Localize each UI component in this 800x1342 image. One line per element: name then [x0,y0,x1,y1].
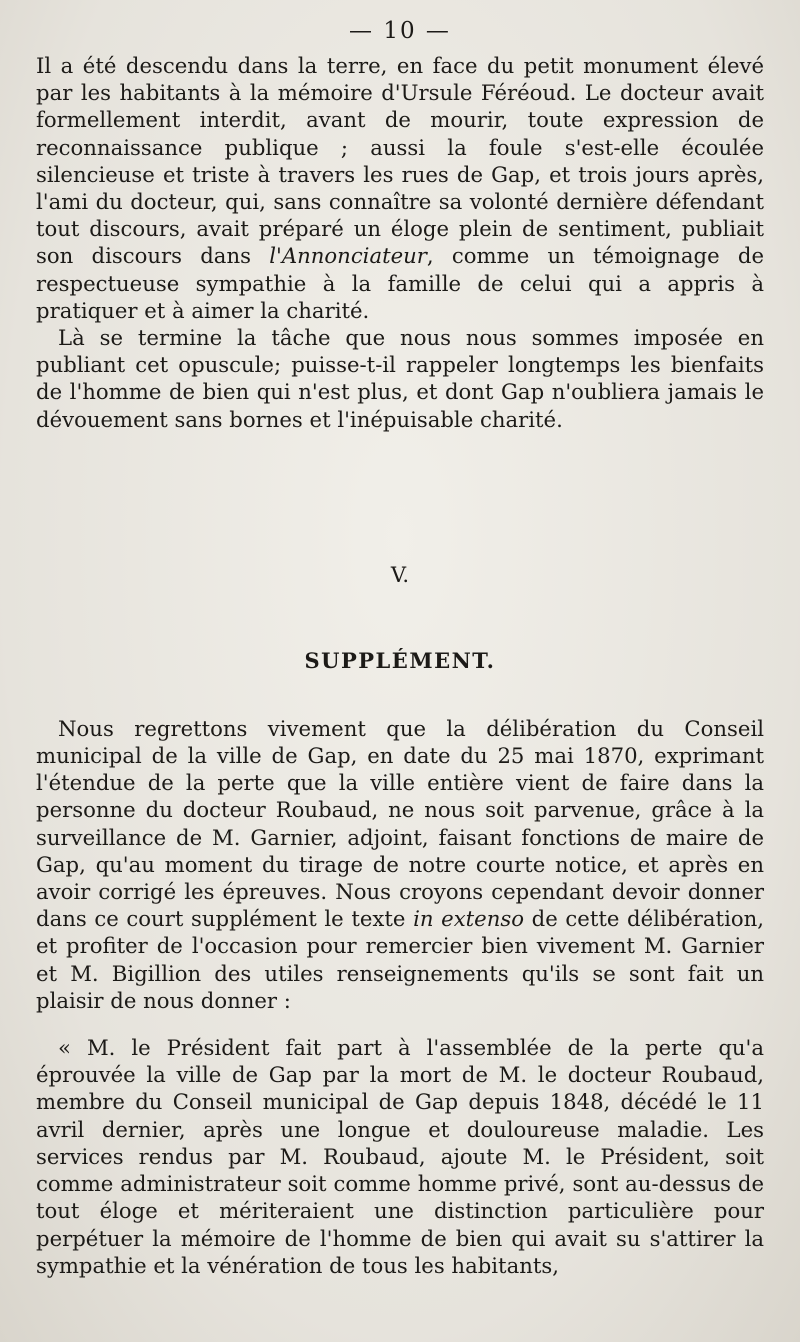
paragraph-funeral-end: , comme un témoignage de respectueuse sympathie à la famille de celui qui a appris à pratiquer et à aimer la charité. [36,243,764,323]
paragraph-deliberation: « M. le Président fait part à l'assemblée de la perte qu'a éprouvée la ville de Gap par la mort de M. le docteur Roubaud, membre du Conseil municipal de Gap depuis 1848, décédé le 11 avril dernier, après une longue et douloureuse maladie. Les services rendus par M. Roubaud, ajoute M. le Président, soit comme administrateur soit comme homme privé, sont au-dessus de tout éloge et mériteraient une distinction particulière pour perpétuer la mémoire de l'homme de bien qui avait su s'attirer la sympathie et la vénération de tous les habitants, [36,1035,764,1278]
section-gap [36,590,764,645]
paragraph-supplement-intro [36,715,764,1014]
latin-phrase: in extenso [413,906,524,932]
heading-gap [36,677,764,715]
quote-gap [36,1014,764,1034]
section-number: V. [390,562,410,587]
section-title: SUPPLÉMENT. [304,647,496,673]
supplement-intro-end: de cette délibération, et profiter de l'occasion pour remercier bien vivement M. Garnier et M. Bigillion des utiles renseignements qu'ils se sont fait un plaisir de nous donner : [36,906,764,1013]
paragraph-conclusion: Là se termine la tâche que nous nous sommes imposée en publiant cet opuscule; puisse-t-il rappeler longtemps les bienfaits de l'homme de bien qui n'est plus, et dont Gap n'oubliera jamais le dévouement sans bornes et l'inépuisable charité. [36,325,764,432]
newspaper-title: l'Annonciateur [269,243,427,269]
paragraph-funeral [36,52,764,324]
page-number: — 10 — [349,18,451,44]
supplement-intro-text: Nous regrettons vivement que la délibération du Conseil municipal de la ville de Gap, en date du 25 mai 1870, exprimant l'étendue de la perte que la ville entière vient de faire dans la personne du docteur Roubaud, ne nous soit parvenue, grâce à la surveillance de M. Garnier, adjoint, faisant fonctions de maire de Gap, qu'au moment du tirage de notre courte notice, et après en avoir corrigé les épreuves. Nous croyons cependant devoir donner dans ce court supplément le texte [36,715,764,932]
paragraph-funeral-text: Il a été descendu dans la terre, en face du petit monument élevé par les habitants à la mémoire d'Ursule Féréoud. Le docteur avait formellement interdit, avant de mourir, toute expression de reconnaissance publique ; aussi la foule s'est-elle écoulée silencieuse et triste à travers les rues de Gap, et trois jours après, l'ami du docteur, qui, sans connaître sa volonté dernière défendant tout discours, avait préparé un éloge plein de sentiment, publiait son discours dans [36,53,764,269]
bleed-through-gap [36,433,764,560]
